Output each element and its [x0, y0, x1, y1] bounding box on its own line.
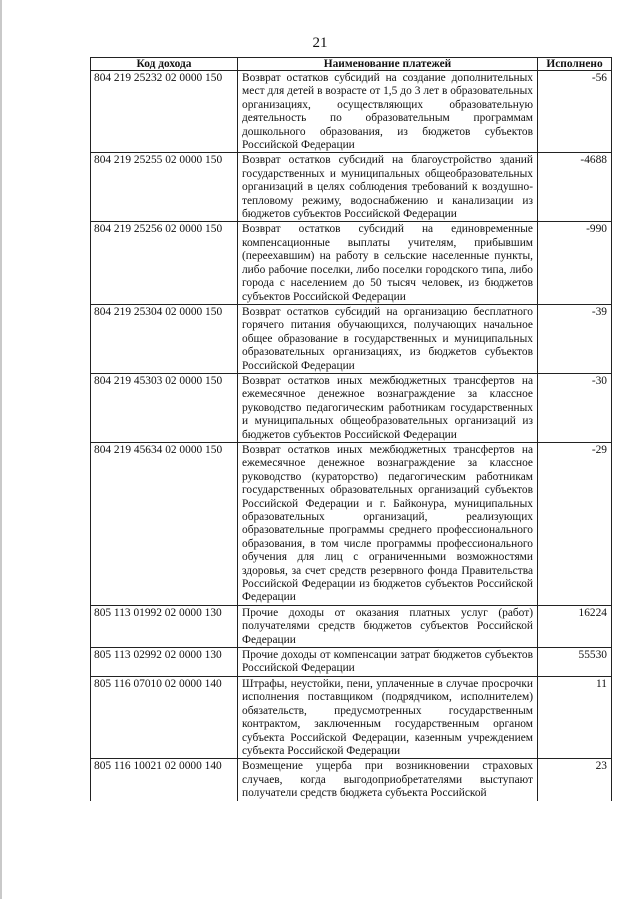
revenue-code: 804 219 25256 02 0000 150 [91, 222, 238, 304]
revenue-table [90, 57, 612, 801]
table-row [91, 304, 612, 373]
revenue-code: 805 113 01992 02 0000 130 [91, 605, 238, 647]
payment-name: Возврат остатков иных межбюджетных трансфертов на ежемесячное денежное вознаграждение за классное руководство педагогическим работникам государственных и муниципальных общеобразовательных организаций из бюджетов субъектов Российской Федерации [238, 373, 538, 442]
revenue-code: 805 116 07010 02 0000 140 [91, 676, 238, 758]
table-row [91, 605, 612, 647]
payment-name: Возврат остатков субсидий на организацию бесплатного горячего питания обучающихся, получающих начальное общее образование в государственных и муниципальных образовательных организациях, из бюджетов субъектов Российской Федерации [238, 304, 538, 373]
executed-amount: -56 [538, 71, 612, 153]
table-row [91, 373, 612, 442]
revenue-code: 804 219 25304 02 0000 150 [91, 304, 238, 373]
payment-name: Возврат остатков субсидий на благоустройство зданий государственных и муниципальных общеобразовательных организаций в целях соблюдения требований к воздушно-тепловому режиму, водоснабжению и канализации из бюджетов субъектов Российской Федерации [238, 153, 538, 222]
revenue-code: 805 113 02992 02 0000 130 [91, 648, 238, 677]
executed-amount: -4688 [538, 153, 612, 222]
page-number: 21 [312, 35, 328, 51]
payment-name: Возмещение ущерба при возникновении страховых случаев, когда выгодоприобретателями выступают получатели средств бюджета субъекта Российской [238, 759, 538, 801]
executed-amount: 11 [538, 676, 612, 758]
executed-amount: -29 [538, 442, 612, 605]
table-row [91, 222, 612, 304]
table-row [91, 648, 612, 677]
payment-name: Прочие доходы от компенсации затрат бюджетов субъектов Российской Федерации [238, 648, 538, 677]
table-row [91, 71, 612, 153]
header-value: Исполнено [538, 58, 612, 71]
table-row [91, 676, 612, 758]
table-header-row [91, 58, 612, 71]
payment-name: Возврат остатков субсидий на создание дополнительных мест для детей в возрасте от 1,5 до 3 лет в образовательных организациях, осуществляющих образовательную деятельность по образовательным программам дошкольного образования, из бюджетов субъектов Российской Федерации [238, 71, 538, 153]
scan-edge-shadow [0, 0, 2, 899]
revenue-code: 804 219 45303 02 0000 150 [91, 373, 238, 442]
revenue-code: 805 116 10021 02 0000 140 [91, 759, 238, 801]
revenue-code: 804 219 25232 02 0000 150 [91, 71, 238, 153]
executed-amount: 16224 [538, 605, 612, 647]
executed-amount: -30 [538, 373, 612, 442]
payment-name: Штрафы, неустойки, пени, уплаченные в случае просрочки исполнения поставщиком (подрядчиком, исполнителем) обязательств, предусмотренных государственным контрактом, заключенным государственным органом субъекта Российской Федерации, казенным учреждением субъекта Российской Федерации [238, 676, 538, 758]
revenue-code: 804 219 45634 02 0000 150 [91, 442, 238, 605]
table-row [91, 759, 612, 801]
payment-name: Возврат остатков субсидий на единовременные компенсационные выплаты учителям, прибывшим (переехавшим) на работу в сельские населенные пункты, либо рабочие поселки, либо поселки городского типа, либо города с населением до 50 тысяч человек, из бюджетов субъектов Российской Федерации [238, 222, 538, 304]
revenue-code: 804 219 25255 02 0000 150 [91, 153, 238, 222]
payment-name: Возврат остатков иных межбюджетных трансфертов на ежемесячное денежное вознаграждение за классное руководство (кураторство) педагогическим работникам государственных образовательных организаций субъектов Российской Федерации и г. Байконура, муниципальных образовательных организаций, реализующих образовательные программы среднего профессионального образования, в том числе программы профессионального обучения для лиц с ограниченными возможностями здоровья, за счет средств резервного фонда Правительства Российской Федерации из бюджетов субъектов Российской Федерации [238, 442, 538, 605]
executed-amount: 23 [538, 759, 612, 801]
header-code: Код дохода [91, 58, 238, 71]
header-name: Наименование платежей [238, 58, 538, 71]
executed-amount: 55530 [538, 648, 612, 677]
table-row [91, 442, 612, 605]
executed-amount: -990 [538, 222, 612, 304]
payment-name: Прочие доходы от оказания платных услуг (работ) получателями средств бюджетов субъектов Российской Федерации [238, 605, 538, 647]
executed-amount: -39 [538, 304, 612, 373]
table-row [91, 153, 612, 222]
